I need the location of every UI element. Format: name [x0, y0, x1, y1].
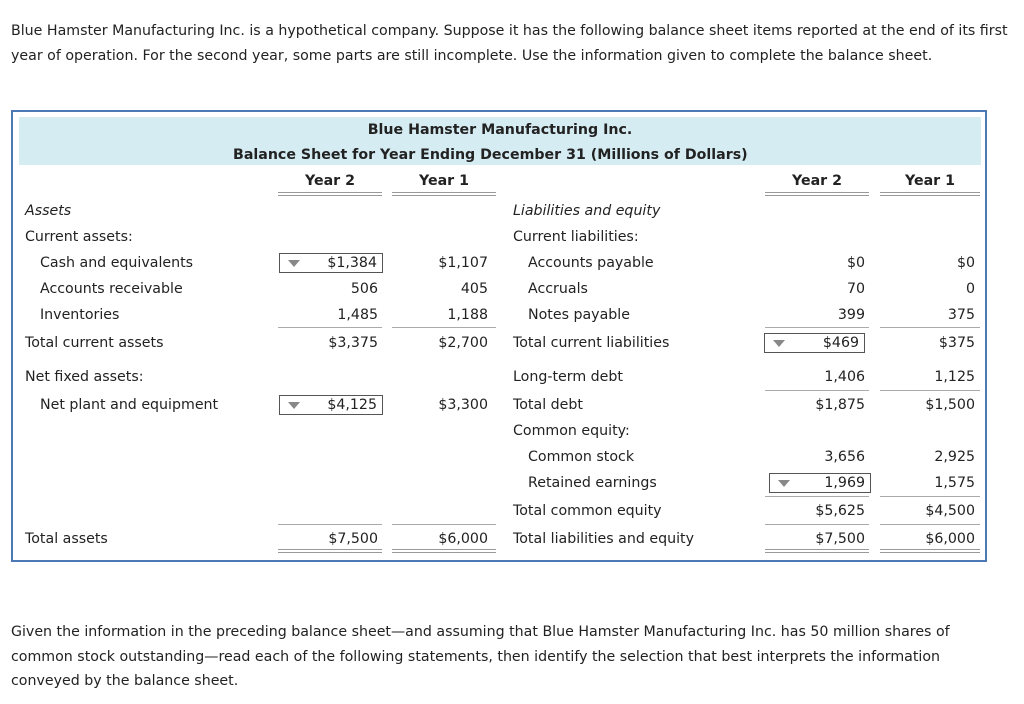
tcl-year2-value: $469 — [822, 335, 859, 351]
intro-text: Blue Hamster Manufacturing Inc. is a hypothetical company. Suppose it has the following balance sheet items reported at the end of its first year of operation. For the second year, some parts are still incomplete. Use the information given to complete the balance sheet. — [11, 23, 1008, 64]
col-header-year1-liab: Year 1 — [905, 173, 955, 189]
dropdown-arrow-icon — [288, 260, 300, 267]
total-double-rule — [880, 549, 980, 553]
total-rule — [278, 524, 382, 525]
tce-year1-value: $4,500 — [925, 503, 975, 519]
header-rule — [765, 192, 869, 196]
col-header-year2-liab: Year 2 — [792, 173, 842, 189]
subtotal-rule — [880, 496, 980, 497]
cash-label: Cash and equivalents — [40, 255, 194, 271]
total-double-rule — [765, 549, 869, 553]
net-fixed-assets-heading: Net fixed assets: — [25, 369, 144, 385]
header-rule — [392, 192, 496, 196]
inventories-year2-value: 1,485 — [337, 307, 378, 323]
dropdown-arrow-icon — [288, 402, 300, 409]
total-rule — [392, 524, 496, 525]
tcl-year1-value: $375 — [938, 335, 975, 351]
question-text: Given the information in the preceding balance sheet—and assuming that Blue Hamster Manufacturing Inc. has 50 million shares of common stock outstanding—read each of the following statements, then identify the selection that best interprets the information conveyed by the balance sheet. — [11, 624, 950, 689]
total-rule — [765, 524, 869, 525]
ap-year2-value: $0 — [846, 255, 865, 271]
re-year1-value: 1,575 — [934, 475, 975, 491]
total-rule — [880, 524, 980, 525]
cs-year1-value: 2,925 — [934, 449, 975, 465]
tle-year2-value: $7,500 — [815, 531, 865, 547]
total-double-rule — [392, 549, 496, 553]
accruals-year1-value: 0 — [965, 281, 975, 297]
total-liabilities-equity-label: Total liabilities and equity — [513, 531, 695, 547]
tca-year1-value: $2,700 — [438, 335, 488, 351]
notes-payable-label: Notes payable — [528, 307, 630, 323]
total-assets-year1-value: $6,000 — [438, 531, 488, 547]
dropdown-arrow-icon — [773, 340, 785, 347]
cash-year2-dropdown[interactable] — [279, 253, 383, 273]
npe-year2-value: $4,125 — [327, 397, 377, 413]
ap-label: Accounts payable — [528, 255, 654, 271]
col-header-year2-assets: Year 2 — [305, 173, 355, 189]
current-liabilities-heading: Current liabilities: — [513, 229, 639, 245]
total-double-rule — [278, 549, 382, 553]
ltd-year1-value: 1,125 — [934, 369, 975, 385]
np-year1-value: 375 — [947, 307, 975, 323]
tle-year1-value: $6,000 — [925, 531, 975, 547]
td-year1-value: $1,500 — [925, 397, 975, 413]
current-assets-heading: Current assets: — [25, 229, 133, 245]
total-debt-label: Total debt — [513, 397, 583, 413]
npe-label: Net plant and equipment — [40, 397, 219, 413]
tcl-year2-dropdown[interactable] — [764, 333, 865, 353]
assets-heading: Assets — [25, 203, 72, 219]
ar-label: Accounts receivable — [40, 281, 183, 297]
np-year2-value: 399 — [837, 307, 865, 323]
subtotal-rule — [765, 496, 869, 497]
header-rule — [880, 192, 980, 196]
company-name: Blue Hamster Manufacturing Inc. — [367, 122, 633, 138]
re-year2-value: 1,969 — [824, 475, 865, 491]
subtotal-rule — [278, 327, 382, 328]
total-current-assets-label: Total current assets — [25, 335, 164, 351]
sheet-title: Balance Sheet for Year Ending December 31 (Millions of Dollars) — [233, 147, 748, 163]
ar-year1-value: 405 — [460, 281, 488, 297]
re-year2-dropdown[interactable] — [769, 473, 871, 493]
cash-year1-value: $1,107 — [438, 255, 488, 271]
tca-year2-value: $3,375 — [328, 335, 378, 351]
cs-year2-value: 3,656 — [824, 449, 865, 465]
common-stock-label: Common stock — [528, 449, 635, 465]
cash-year2-value: $1,384 — [327, 255, 377, 271]
tce-year2-value: $5,625 — [815, 503, 865, 519]
retained-earnings-label: Retained earnings — [528, 475, 657, 491]
subtotal-rule — [765, 327, 869, 328]
inventories-label: Inventories — [40, 307, 120, 323]
ar-year2-value: 506 — [350, 281, 378, 297]
total-assets-label: Total assets — [25, 531, 108, 547]
col-header-year1-assets: Year 1 — [419, 173, 469, 189]
ltd-year2-value: 1,406 — [824, 369, 865, 385]
ap-year1-value: $0 — [956, 255, 975, 271]
total-assets-year2-value: $7,500 — [328, 531, 378, 547]
total-common-equity-label: Total common equity — [513, 503, 662, 519]
npe-year1-value: $3,300 — [438, 397, 488, 413]
inventories-year1-value: 1,188 — [447, 307, 488, 323]
ltd-label: Long-term debt — [513, 369, 623, 385]
accruals-year2-value: 70 — [846, 281, 865, 297]
accruals-label: Accruals — [528, 281, 588, 297]
header-rule — [278, 192, 382, 196]
subtotal-rule — [392, 327, 496, 328]
subtotal-rule — [880, 327, 980, 328]
td-year2-value: $1,875 — [815, 397, 865, 413]
npe-year2-dropdown[interactable] — [279, 395, 383, 415]
liabilities-heading: Liabilities and equity — [513, 203, 661, 219]
subtotal-rule — [880, 390, 980, 391]
total-current-liabilities-label: Total current liabilities — [513, 335, 670, 351]
common-equity-heading: Common equity: — [513, 423, 630, 439]
subtotal-rule — [765, 390, 869, 391]
dropdown-arrow-icon — [778, 480, 790, 487]
